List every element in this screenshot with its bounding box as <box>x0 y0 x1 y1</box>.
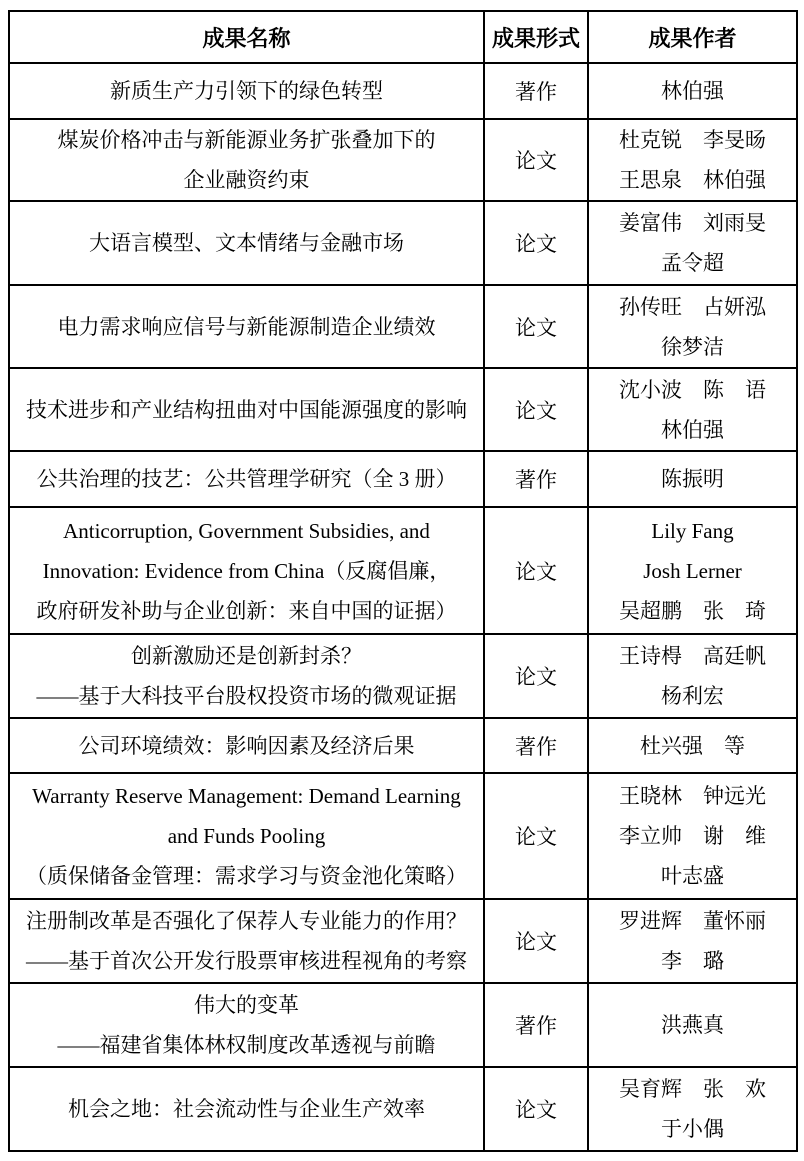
table-row <box>9 201 797 285</box>
table-row <box>9 773 797 899</box>
header-row <box>9 11 797 63</box>
result-form-cell: 著作 <box>484 451 588 507</box>
result-name-cell <box>9 119 484 201</box>
result-author-line: 沈小波 陈 语 <box>619 377 766 402</box>
result-name-line: 企业融资约束 <box>183 168 310 192</box>
result-authors-cell <box>588 899 797 983</box>
result-author-line: 罗进辉 董怀丽 <box>619 909 766 933</box>
result-author-line: 陈振明 <box>661 467 724 491</box>
result-authors-cell <box>588 1067 797 1151</box>
result-form-cell: 论文 <box>484 899 588 983</box>
result-name-cell <box>9 1067 484 1151</box>
result-name-line: 创新激励还是创新封杀？ <box>131 644 362 668</box>
result-form-cell: 论文 <box>484 201 588 285</box>
result-form-cell: 论文 <box>484 773 588 899</box>
result-form-cell: 论文 <box>484 634 588 718</box>
result-author-line: 林伯强 <box>661 417 724 442</box>
table-row <box>9 1067 797 1151</box>
result-author-line: Josh Lerner <box>643 558 742 583</box>
result-authors-cell <box>588 507 797 634</box>
result-name-line: ——福建省集体林权制度改革透视与前瞻 <box>57 1033 436 1057</box>
result-name-line: 政府研发补助与企业创新：来自中国的证据） <box>36 598 457 623</box>
header-result-authors: 成果作者 <box>588 11 797 63</box>
result-author-line: 孙传旺 占妍泓 <box>619 294 766 319</box>
result-form-cell: 论文 <box>484 368 588 451</box>
result-name-line: 电力需求响应信号与新能源制造企业绩效 <box>57 314 436 339</box>
table-row <box>9 285 797 368</box>
result-name-line: 伟大的变革 <box>194 993 299 1017</box>
header-result-name: 成果名称 <box>9 11 484 63</box>
result-author-line: 林伯强 <box>661 79 724 103</box>
result-authors-cell <box>588 983 797 1067</box>
table-row <box>9 368 797 451</box>
result-name-line: 公司环境绩效：影响因素及经济后果 <box>78 733 415 758</box>
table-row <box>9 119 797 201</box>
table-row <box>9 899 797 983</box>
result-author-line: 徐梦洁 <box>661 334 724 359</box>
result-name-line: and Funds Pooling <box>167 824 326 848</box>
result-name-line: （质保储备金管理：需求学习与资金池化策略） <box>26 864 467 888</box>
result-name-cell <box>9 899 484 983</box>
result-form-cell: 著作 <box>484 983 588 1067</box>
result-name-cell <box>9 368 484 451</box>
result-name-cell <box>9 201 484 285</box>
result-author-line: 吴育辉 张 欢 <box>619 1077 766 1101</box>
results-table <box>8 10 798 1152</box>
result-name-line: 技术进步和产业结构扭曲对中国能源强度的影响 <box>26 397 467 422</box>
result-author-line: 吴超鹏 张 琦 <box>619 598 766 623</box>
result-author-line: 王思泉 林伯强 <box>619 168 766 192</box>
result-authors-cell <box>588 63 797 119</box>
result-author-line: 叶志盛 <box>661 864 724 888</box>
table-row <box>9 634 797 718</box>
result-author-line: 杜兴强 等 <box>640 733 745 758</box>
result-authors-cell <box>588 451 797 507</box>
table-row <box>9 63 797 119</box>
result-form-cell: 著作 <box>484 718 588 773</box>
result-authors-cell <box>588 773 797 899</box>
result-name-line: Innovation: Evidence from China（反腐倡廉， <box>42 558 451 583</box>
result-name-line: Warranty Reserve Management: Demand Learning <box>32 784 461 808</box>
result-form-cell: 论文 <box>484 1067 588 1151</box>
result-authors-cell <box>588 718 797 773</box>
result-author-line: 杨利宏 <box>661 684 724 708</box>
header-result-form: 成果形式 <box>484 11 588 63</box>
result-author-line: 王诗棏 高廷帆 <box>619 644 766 668</box>
result-authors-cell <box>588 285 797 368</box>
table-row <box>9 507 797 634</box>
result-author-line: 杜克锐 李旻旸 <box>619 128 766 152</box>
result-author-line: 李立帅 谢 维 <box>619 824 766 848</box>
result-name-line: 公共治理的技艺：公共管理学研究（全 3 册） <box>36 467 457 491</box>
result-name-cell <box>9 507 484 634</box>
result-author-line: 于小偶 <box>661 1117 724 1141</box>
result-form-cell: 论文 <box>484 507 588 634</box>
result-form-cell: 著作 <box>484 63 588 119</box>
table-row <box>9 451 797 507</box>
result-form-cell: 论文 <box>484 119 588 201</box>
result-author-line: 王晓林 钟远光 <box>619 784 766 808</box>
result-name-line: 大语言模型、文本情绪与金融市场 <box>89 231 404 255</box>
result-name-line: 机会之地：社会流动性与企业生产效率 <box>68 1097 425 1121</box>
result-author-line: 李 璐 <box>661 949 724 973</box>
result-author-line: Lily Fang <box>651 518 734 543</box>
result-authors-cell <box>588 119 797 201</box>
table-body <box>9 63 797 1151</box>
result-name-line: 注册制改革是否强化了保荐人专业能力的作用？ <box>26 909 467 933</box>
result-authors-cell <box>588 368 797 451</box>
result-name-line: 新质生产力引领下的绿色转型 <box>110 79 383 103</box>
result-author-line: 姜富伟 刘雨旻 <box>619 211 766 235</box>
result-name-line: Anticorruption, Government Subsidies, and <box>63 518 430 543</box>
result-name-cell <box>9 451 484 507</box>
result-name-line: 煤炭价格冲击与新能源业务扩张叠加下的 <box>57 128 436 152</box>
result-name-cell <box>9 634 484 718</box>
result-form-cell: 论文 <box>484 285 588 368</box>
result-author-line: 洪燕真 <box>661 1013 724 1037</box>
table-row <box>9 718 797 773</box>
result-name-cell <box>9 773 484 899</box>
result-name-cell <box>9 983 484 1067</box>
result-authors-cell <box>588 634 797 718</box>
result-name-cell <box>9 718 484 773</box>
result-name-line: ——基于大科技平台股权投资市场的微观证据 <box>36 684 457 708</box>
result-name-cell <box>9 63 484 119</box>
table-row <box>9 983 797 1067</box>
result-authors-cell <box>588 201 797 285</box>
result-name-line: ——基于首次公开发行股票审核进程视角的考察 <box>26 949 467 973</box>
result-name-cell <box>9 285 484 368</box>
result-author-line: 孟令超 <box>661 251 724 275</box>
